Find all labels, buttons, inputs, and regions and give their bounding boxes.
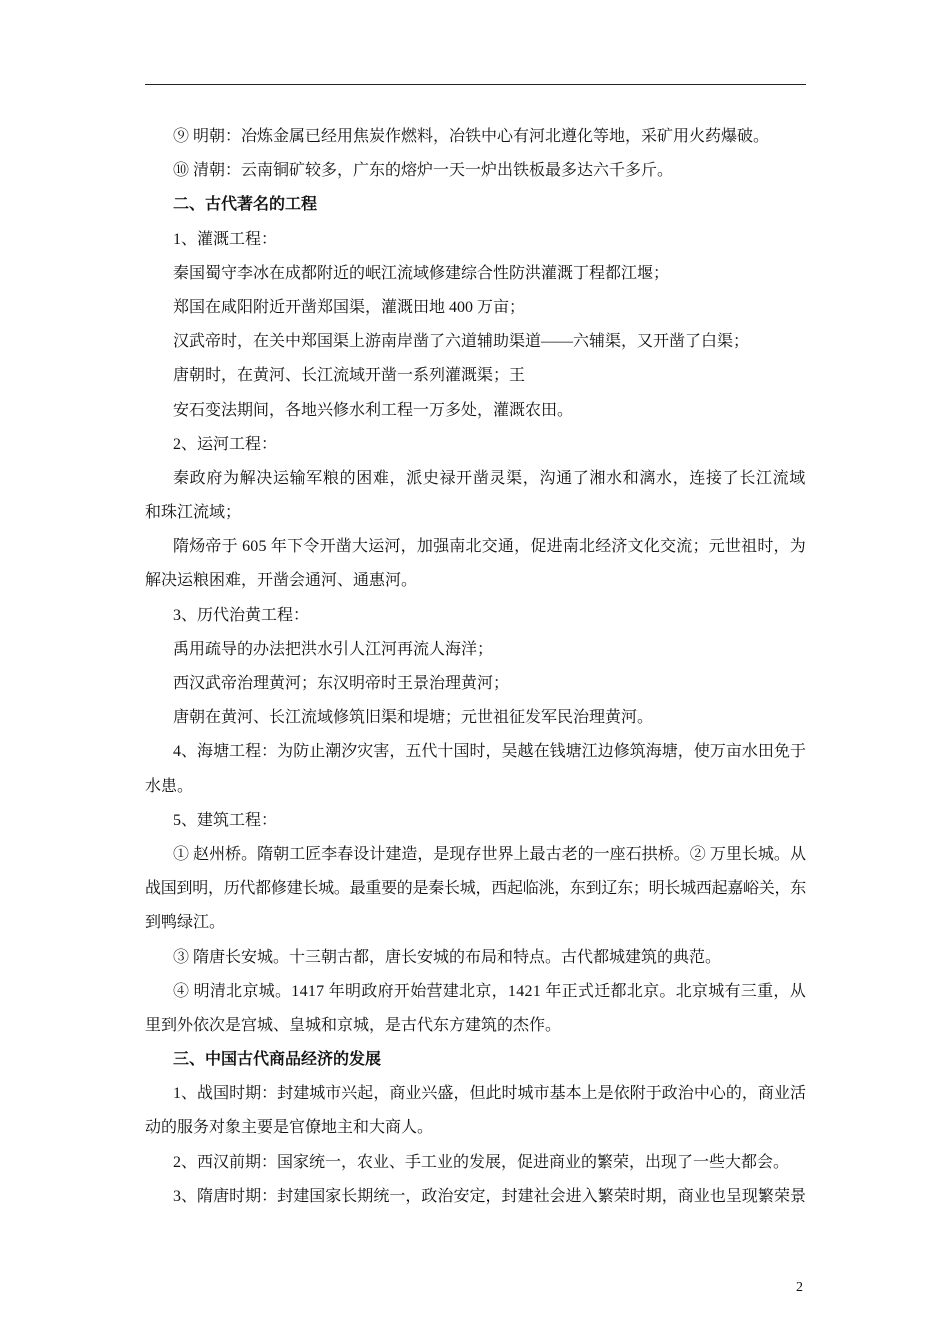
line-text: 和珠江流域； xyxy=(145,504,242,522)
line-text: 战国到明，历代都修建长城。最重要的是秦长城，西起临洮，东到辽东；明长城西起嘉峪关，东 xyxy=(145,880,806,898)
line-text: 唐朝时，在黄河、长江流域开凿一系列灌溉渠；王 xyxy=(173,367,526,385)
section-heading-line xyxy=(145,188,806,222)
text-line xyxy=(145,735,806,769)
section-heading: 三、中国古代商品经济的发展 xyxy=(173,1051,382,1069)
text-line xyxy=(145,1146,806,1180)
line-text: 动的服务对象主要是官僚地主和大商人。 xyxy=(145,1119,434,1137)
line-text: 3、隋唐时期：封建国家长期统一，政治安定，封建社会进入繁荣时期，商业也呈现繁荣景 xyxy=(173,1187,807,1205)
line-text: 秦政府为解决运输军粮的困难，派史禄开凿灵渠，沟通了湘水和漓水，连接了长江流域 xyxy=(173,469,806,487)
line-text: ③ 隋唐长安城。十三朝古都，唐长安城的布局和特点。古代都城建筑的典范。 xyxy=(173,948,722,966)
line-text: ⑩ 清朝：云南铜矿较多，广东的熔炉一天一炉出铁板最多达六千多斤。 xyxy=(173,162,674,180)
header-rule xyxy=(145,84,806,85)
line-text: 2、运河工程： xyxy=(173,435,278,453)
text-line xyxy=(145,325,806,359)
text-line xyxy=(145,530,806,564)
line-text: 1、灌溉工程： xyxy=(173,230,278,248)
text-line xyxy=(145,1111,806,1145)
text-line xyxy=(145,701,806,735)
text-line xyxy=(145,1009,806,1043)
line-text: 西汉武帝治理黄河；东汉明帝时王景治理黄河； xyxy=(173,675,510,692)
line-text: ① 赵州桥。隋朝工匠李春设计建造，是现存世界上最古老的一座石拱桥。② 万里长城。从 xyxy=(173,845,806,863)
text-line xyxy=(145,564,806,598)
line-text: 解决运粮困难，开凿会通河、通惠河。 xyxy=(145,572,418,590)
text-line xyxy=(145,257,806,291)
text-line xyxy=(145,428,806,462)
text-line xyxy=(145,975,806,1009)
line-text: 郑国在咸阳附近开凿郑国渠，灌溉田地 400 万亩； xyxy=(173,298,526,316)
text-line xyxy=(145,804,806,838)
text-line xyxy=(145,359,806,393)
line-text: 1、战国时期：封建城市兴起，商业兴盛，但此时城市基本上是依附于政治中心的，商业活 xyxy=(173,1085,807,1103)
text-line xyxy=(145,872,806,906)
text-line xyxy=(145,154,806,188)
line-text: 水患。 xyxy=(145,777,194,795)
text-line xyxy=(145,291,806,325)
line-text: ④ 明清北京城。1417 年明政府开始营建北京，1421 年正式迁都北京。北京城有三重，从 xyxy=(173,982,807,1000)
line-text: 3、历代治黄工程： xyxy=(173,606,310,624)
line-text: 唐朝在黄河、长江流域修筑旧渠和堤塘；元世祖征发军民治理黄河。 xyxy=(173,709,654,727)
section-heading: 二、古代著名的工程 xyxy=(173,196,318,214)
line-text: 4、海塘工程：为防止潮汐灾害，五代十国时，吴越在钱塘江边修筑海塘，使万亩水田免于 xyxy=(173,743,807,761)
section-heading-line xyxy=(145,1043,806,1077)
text-line xyxy=(145,633,806,667)
text-line xyxy=(145,770,806,804)
line-text: 隋炀帝于 605 年下令开凿大运河，加强南北交通，促进南北经济文化交流；元世祖时，为 xyxy=(173,538,806,556)
line-text: 秦国蜀守李冰在成都附近的岷江流域修建综合性防洪灌溉丁程都江堰； xyxy=(173,264,670,282)
line-text: 汉武帝时，在关中郑国渠上游南岸凿了六道辅助渠道——六辅渠，又开凿了白渠； xyxy=(173,333,750,351)
line-text: 5、建筑工程： xyxy=(173,811,278,829)
document-body xyxy=(145,120,806,1214)
line-text: 2、西汉前期：国家统一，农业、手工业的发展，促进商业的繁荣，出现了一些大都会。 xyxy=(173,1153,790,1171)
line-text: 安石变法期间，各地兴修水利工程一万多处，灌溉农田。 xyxy=(173,401,574,419)
text-line xyxy=(145,906,806,940)
text-line xyxy=(145,1077,806,1111)
text-line xyxy=(145,496,806,530)
text-line xyxy=(145,838,806,872)
text-line xyxy=(145,667,806,701)
text-line xyxy=(145,941,806,975)
text-line xyxy=(145,599,806,633)
line-text: 禹用疏导的办法把洪水引人江河再流人海洋； xyxy=(173,640,494,658)
line-text: 到鸭绿江。 xyxy=(145,914,226,932)
text-line xyxy=(145,223,806,257)
page-number: 2 xyxy=(796,1280,803,1295)
line-text: ⑨ 明朝：冶炼金属已经用焦炭作燃料，冶铁中心有河北遵化等地，采矿用火药爆破。 xyxy=(173,128,770,145)
text-line xyxy=(145,462,806,496)
text-line xyxy=(145,394,806,428)
text-line xyxy=(145,120,806,154)
text-line xyxy=(145,1180,806,1214)
line-text: 里到外依次是宫城、皇城和京城，是古代东方建筑的杰作。 xyxy=(145,1016,562,1034)
